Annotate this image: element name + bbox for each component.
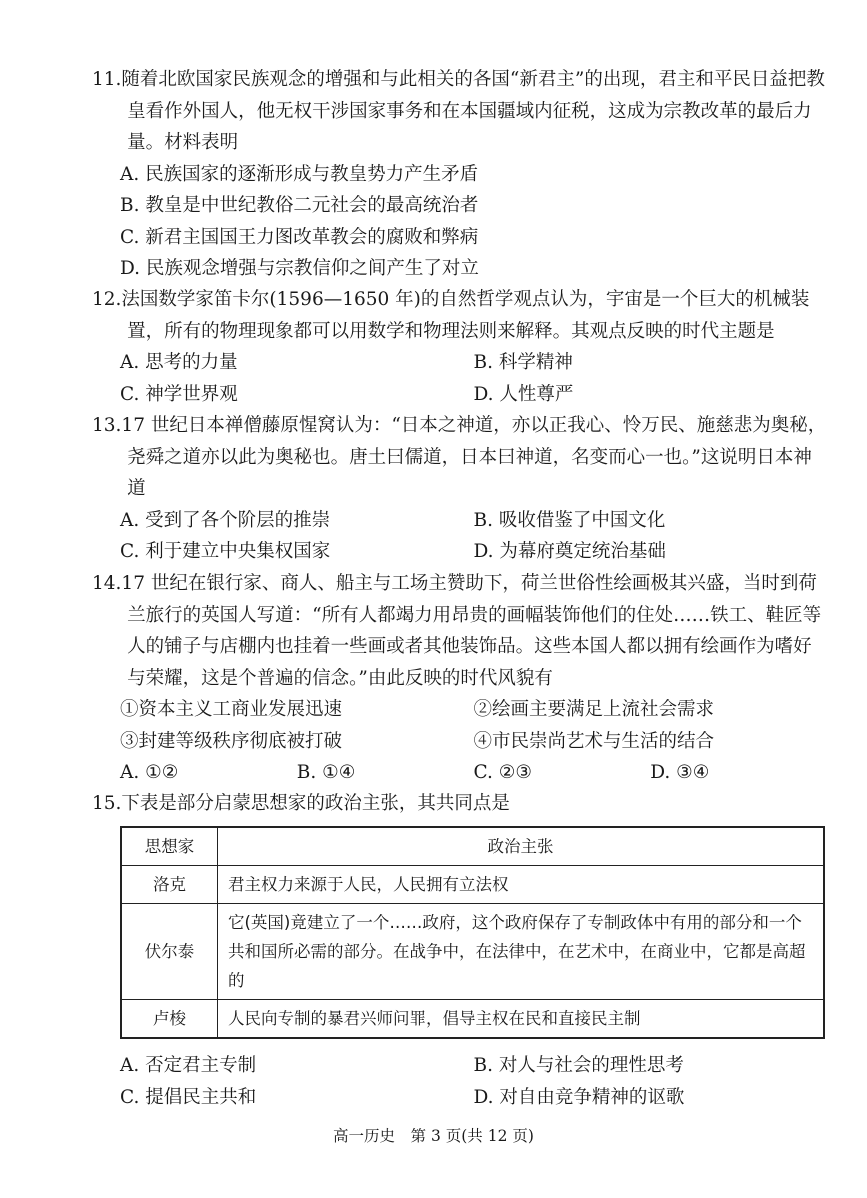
option-c[interactable]: C. ②③ [473,762,532,783]
option-b[interactable]: B. 吸收借鉴了中国文化 [473,509,666,531]
option-d[interactable]: D. 为幕府奠定统治基础 [473,541,666,562]
cell-claim: 君主权力来源于人民，人民拥有立法权 [218,866,825,904]
statement-2: ②绘画主要满足上流社会需求 [473,699,715,720]
option-a[interactable]: A. 否定君主专制 [120,1055,257,1076]
question-15 [92,788,827,820]
option-b[interactable]: B. ①④ [296,762,356,783]
option-a[interactable]: A. 受到了各个阶层的推崇 [120,509,331,531]
options [92,1050,827,1113]
option-c[interactable]: C. 新君主国国王力图改革教会的腐败和弊病 [120,226,479,248]
question-stem: 13.17 世纪日本禅僧藤原惺窝认为：“日本之神道，亦以正我心、怜万民、施慈悲为奥秘，尧舜之道亦以此为奥秘也。唐土曰儒道，日本曰神道，名变而心一也。”这说明日本神道 [92,415,827,499]
question-stem: 15.下表是部分启蒙思想家的政治主张，其共同点是 [92,793,510,814]
table-row [121,866,824,904]
cell-claim: 人民向专制的暴君兴师问罪，倡导主权在民和直接民主制 [218,1000,825,1039]
statement-1: ①资本主义工商业发展迅速 [120,699,343,720]
option-d[interactable]: D. 民族观念增强与宗教信仰之间产生了对立 [120,258,479,279]
option-c[interactable]: C. 提倡民主共和 [120,1086,257,1108]
question-stem: 11.随着北欧国家民族观念的增强和与此相关的各国“新君主”的出现，君主和平民日益把教皇看作外国人，他无权干涉国家事务和在本国疆域内征税，这成为宗教改革的最后力量。材料表明 [92,69,825,153]
header-thinker: 思想家 [121,827,218,866]
cell-claim: 它(英国)竟建立了一个……政府，这个政府保存了专制政体中有用的部分和一个共和国所必需的部分。在战争中，在法律中，在艺术中，在商业中，它都是高超的 [218,904,825,1000]
statement-3: ③封建等级秩序彻底被打破 [120,730,343,752]
cell-thinker: 伏尔泰 [121,904,218,1000]
option-a[interactable]: A. 思考的力量 [120,352,238,373]
option-a[interactable]: A. ①② [120,762,179,783]
question-12 [92,284,827,410]
cell-thinker: 卢梭 [121,1000,218,1039]
cell-thinker: 洛克 [121,866,218,904]
question-11 [92,64,827,285]
option-d[interactable]: D. ③④ [650,762,710,783]
options [92,159,827,285]
option-b[interactable]: B. 对人与社会的理性思考 [473,1055,684,1076]
question-13 [92,410,827,568]
thinkers-table [120,826,825,1039]
table-row [121,1000,824,1039]
table-row [121,904,824,1000]
question-stem: 14.17 世纪在银行家、商人、船主与工场主赞助下，荷兰世俗性绘画极其兴盛，当时到荷兰旅行的英国人写道：“所有人都竭力用昂贵的画幅装饰他们的住处……铁工、鞋匠等人的铺子与店棚内也挂着一些画或者其他装饰品。这些本国人都以拥有绘画作为嗜好与荣耀，这是个普遍的信念。”由此反映的时代风貌有 [92,573,822,689]
question-14 [92,568,827,789]
option-d[interactable]: D. 对自由竞争精神的讴歌 [473,1086,685,1108]
option-b[interactable]: B. 科学精神 [473,352,573,373]
header-claim: 政治主张 [218,827,825,866]
statements [92,694,827,789]
option-c[interactable]: C. 神学世界观 [120,383,238,405]
option-d[interactable]: D. 人性尊严 [473,383,574,405]
option-c[interactable]: C. 利于建立中央集权国家 [120,541,331,562]
table-header-row [121,827,824,866]
question-15-options [92,1050,827,1113]
statement-4: ④市民崇尚艺术与生活的结合 [473,730,715,752]
page-footer: 高一历史 第 3 页(共 12 页) [333,1127,534,1145]
option-a[interactable]: A. 民族国家的逐渐形成与教皇势力产生矛盾 [120,163,479,185]
options [92,505,827,568]
question-stem: 12.法国数学家笛卡尔(1596—1650 年)的自然哲学观点认为，宇宙是一个巨大的机械装置，所有的物理现象都可以用数学和物理法则来解释。其观点反映的时代主题是 [92,289,810,342]
options [92,347,827,410]
option-b[interactable]: B. 教皇是中世纪教俗二元社会的最高统治者 [120,195,479,216]
